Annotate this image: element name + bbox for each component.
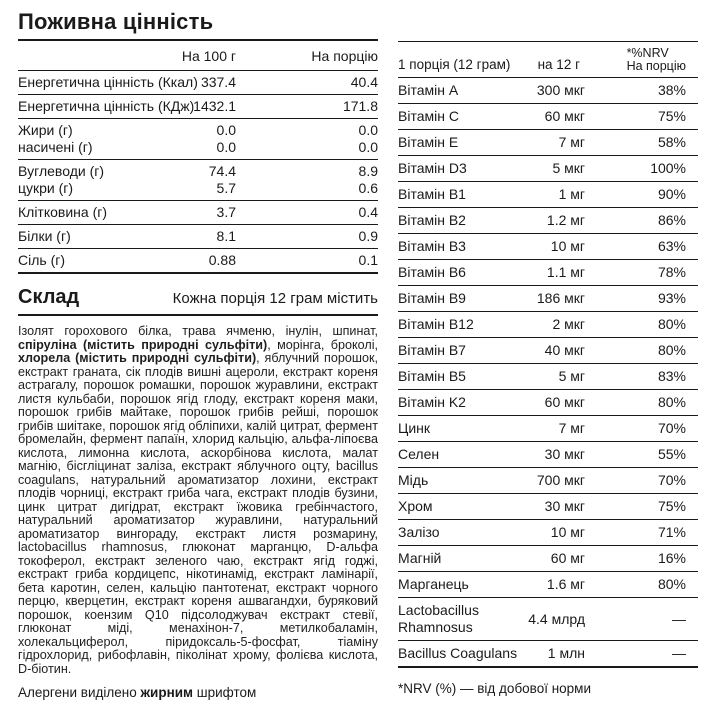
nutrient-nrv: 38% <box>657 82 686 98</box>
supplement-row <box>398 598 698 641</box>
row-label: Жири (г) <box>18 122 73 138</box>
value-per-portion: 8.9 <box>358 163 378 179</box>
value-per-portion: 0.0 <box>358 139 378 155</box>
supplement-row <box>398 156 698 182</box>
composition-header <box>18 286 378 316</box>
value-per-portion: 0.0 <box>358 122 378 138</box>
row-label: Вуглеводи (г) <box>18 163 105 179</box>
table-row-group <box>18 95 378 119</box>
nutrient-nrv: 90% <box>657 186 686 202</box>
supplement-row <box>398 468 698 494</box>
value-per-100g: 0.0 <box>216 139 236 155</box>
value-per-portion: 0.9 <box>358 228 378 244</box>
supplement-row <box>398 442 698 468</box>
table-row-group <box>18 225 378 249</box>
value-per-100g: 1432.1 <box>193 98 236 114</box>
nutrient-nrv: 93% <box>657 290 686 306</box>
table-row <box>18 74 378 91</box>
nutrition-table <box>18 41 378 274</box>
value-per-100g: 0.88 <box>208 252 236 268</box>
nutrient-nrv: 100% <box>650 160 686 176</box>
nutrient-amount: 30 мкг <box>544 498 585 514</box>
value-per-portion: 171.8 <box>342 98 378 114</box>
composition-subheading: Кожна порція 12 грам містить <box>172 290 378 307</box>
table-row-group <box>18 119 378 160</box>
nutrient-name: Вітамін C <box>398 108 459 124</box>
supplement-row <box>398 104 698 130</box>
nutrient-nrv: 63% <box>657 238 686 254</box>
row-label: насичені (г) <box>18 139 93 155</box>
nutrient-name: Марганець <box>398 576 469 592</box>
nutrient-amount: 5 мкг <box>552 160 585 176</box>
supplement-row <box>398 130 698 156</box>
supplement-row <box>398 260 698 286</box>
value-per-portion: 0.4 <box>358 204 378 220</box>
nutrient-name: Мідь <box>398 472 429 488</box>
nutrient-amount: 1 мг <box>558 186 585 202</box>
table-row-group <box>18 249 378 274</box>
nutrient-name: Вітамін B12 <box>398 316 474 332</box>
allergen-note <box>18 685 378 700</box>
row-label: Енергетична цінність (Ккал) <box>18 74 198 90</box>
table-row <box>18 163 378 180</box>
nutrient-amount: 1 млн <box>547 645 585 661</box>
allergen-ingredient: хлорела (містить природні сульфіти) <box>18 351 257 365</box>
table-row-group <box>18 160 378 201</box>
table-row <box>18 98 378 115</box>
nutrient-name: Вітамін B6 <box>398 264 466 280</box>
nutrient-nrv: 80% <box>657 316 686 332</box>
serving-header: 1 порція (12 грам) <box>398 57 511 72</box>
supplement-panel <box>398 41 698 696</box>
supplement-row <box>398 208 698 234</box>
amount-header: на 12 г <box>537 57 580 72</box>
nrv-header <box>627 47 686 73</box>
nutrient-name: Вітамін B3 <box>398 238 466 254</box>
nutrition-table-body <box>18 71 378 274</box>
row-label: Сіль (г) <box>18 252 66 268</box>
nutrient-amount: 10 мг <box>550 524 585 540</box>
value-per-100g: 0.0 <box>216 122 236 138</box>
allergen-note-prefix: Алергени виділено <box>18 685 141 700</box>
value-per-100g: 74.4 <box>208 163 236 179</box>
supplement-row <box>398 494 698 520</box>
nutrient-name: Вітамін E <box>398 134 459 150</box>
nutrient-amount: 60 мкг <box>544 394 585 410</box>
table-row <box>18 139 378 156</box>
supplement-row <box>398 234 698 260</box>
nutrient-name: Вітамін B2 <box>398 212 466 228</box>
nutrient-name: Вітамін B1 <box>398 186 466 202</box>
supplement-row <box>398 78 698 104</box>
row-label: Енергетична цінність (КДж) <box>18 98 195 114</box>
nutrient-amount: 7 мг <box>558 134 585 150</box>
nutrient-amount: 1.1 мг <box>546 264 585 280</box>
supplement-table-body <box>398 78 698 668</box>
nutrient-name: Хром <box>398 498 433 514</box>
nutrient-nrv: 75% <box>657 498 686 514</box>
supplement-row <box>398 546 698 572</box>
table-row <box>18 204 378 221</box>
value-per-100g: 8.1 <box>216 228 236 244</box>
nutrient-name: Bacillus Coagulans <box>398 645 518 661</box>
nutrient-name: Цинк <box>398 420 431 436</box>
nutrient-name: Селен <box>398 446 440 462</box>
table-row-group <box>18 71 378 95</box>
supplement-header-row <box>398 42 698 78</box>
nrv-header-line2: На порцію <box>626 59 686 73</box>
nutrient-amount: 30 мкг <box>544 446 585 462</box>
nutrient-amount: 1.6 мг <box>546 576 585 592</box>
row-label: Клітковина (г) <box>18 204 108 220</box>
nutrient-nrv: — <box>672 610 686 627</box>
page-title: Поживна цінність <box>18 9 214 34</box>
supplement-row <box>398 338 698 364</box>
supplement-row <box>398 641 698 668</box>
nutrient-nrv: — <box>672 645 686 661</box>
nutrient-name: Вітамін B5 <box>398 368 466 384</box>
row-label: Білки (г) <box>18 228 71 244</box>
value-per-portion: 0.6 <box>358 180 378 196</box>
nutrient-nrv: 58% <box>657 134 686 150</box>
supplement-row <box>398 572 698 598</box>
nutrient-amount: 2 мкг <box>552 316 585 332</box>
table-header-row <box>18 41 378 71</box>
supplement-row <box>398 390 698 416</box>
nutrient-amount: 40 мкг <box>544 342 585 358</box>
nutrient-amount: 186 мкг <box>536 290 585 306</box>
supplement-row <box>398 286 698 312</box>
nutrient-amount: 5 мг <box>558 368 585 384</box>
allergen-note-bold-word: жирним <box>140 685 194 700</box>
nutrient-nrv: 80% <box>657 576 686 592</box>
nutrient-amount: 7 мг <box>558 420 585 436</box>
nutrient-nrv: 70% <box>657 472 686 488</box>
value-per-100g: 3.7 <box>216 204 236 220</box>
value-per-100g: 5.7 <box>216 180 236 196</box>
allergen-ingredient: спіруліна (містить природні сульфіти) <box>18 337 268 352</box>
nutrient-amount: 1.2 мг <box>546 212 585 228</box>
nrv-header-line1: *%NRV <box>626 46 669 60</box>
nutrient-nrv: 75% <box>657 108 686 124</box>
nutrient-amount: 4.4 млрд <box>528 610 585 627</box>
column-header-per-100g: На 100 г <box>181 48 236 64</box>
supplement-row <box>398 364 698 390</box>
composition-heading: Склад <box>18 286 80 308</box>
nutrient-name: Вітамін D3 <box>398 160 467 176</box>
table-row-group <box>18 201 378 225</box>
nutrient-name: Залізо <box>398 524 440 540</box>
nutrient-nrv: 83% <box>657 368 686 384</box>
nutrition-panel <box>18 11 378 700</box>
supplement-row <box>398 416 698 442</box>
value-per-portion: 40.4 <box>350 74 378 90</box>
nutrient-name: Вітамін B9 <box>398 290 466 306</box>
nutrient-name: Вітамін K2 <box>398 394 466 410</box>
supplement-row <box>398 520 698 546</box>
ingredients-text <box>18 325 378 676</box>
ingredient-segment: , морінга, броколі, <box>267 337 378 352</box>
nutrient-name: Вітамін B7 <box>398 342 466 358</box>
nutrient-nrv: 80% <box>657 342 686 358</box>
allergen-note-suffix: шрифтом <box>193 685 257 700</box>
nutrient-nrv: 71% <box>657 524 686 540</box>
nutrient-amount: 10 мг <box>550 238 585 254</box>
nutrient-nrv: 80% <box>657 394 686 410</box>
supplement-row <box>398 182 698 208</box>
nutrient-amount: 60 мг <box>550 550 585 566</box>
nutrient-amount: 700 мкг <box>536 472 585 488</box>
value-per-100g: 337.4 <box>200 74 236 90</box>
nutrient-nrv: 16% <box>657 550 686 566</box>
nutrient-name: Lactobacillus Rhamnosus <box>398 602 479 635</box>
value-per-portion: 0.1 <box>358 252 378 268</box>
row-label: цукри (г) <box>18 180 74 196</box>
nutrient-nrv: 86% <box>657 212 686 228</box>
nrv-footnote: *NRV (%) — від добової норми <box>398 681 592 696</box>
ingredient-segment: , яблучний порошок, екстракт граната, сік плодів вишні ацероли, екстракт кореня астрагалу, порошок ромашки, порошок журавлини, екстракт листя кульбаби, порошок ягід глоду, екстракт кореня маки, порошок грибів майтаке, порошок грибів рейші, порошок грибів шиітаке, порошок ягід обліпихи, калій цитрат, фермент бромелайн, фермент папаїн, хлорид кальцію, альфа-ліпоєва кислота, лимонна кислота, аскорбінова кислота, малат магнію, бісгліцинат заліза, екстракт яблучного оцту, bacillus coagulans, натуральний ароматизатор лохини, екстракт плодів чорниці, екстракт гриба чага, екстракт плодів бузини, цинк цитрат дигідрат, екстракт їжовика гребінчастого, натуральний ароматизатор журавлини, натуральний ароматизатор вингораду, екстракт листя розмарину, lactobacillus rhamnosus, глюконат марганцю, D-альфа токоферол, екстракт зеленого чаю, екстракт ягід годжі, екстракт гриба кордицепс, нікотинамід, екстракт ламінарії, бета каротин, селен, кальцію пантотенат, екстракт чорного перцю, кверцетин, екстракт кореня ашвагандхи, буряковий порошок, коензим Q10 підсолоджувач екстракт стевії, глюконат міді, менахінон-7, метилкобаламін, холекальциферол, піридоксаль-5-фосфат, тіаміну гідрохлорид, рибофлавін, піколінат хрому, фолієва кислота, D-біотин. <box>18 351 378 676</box>
table-row <box>18 122 378 139</box>
nutrient-nrv: 78% <box>657 264 686 280</box>
table-row <box>18 180 378 197</box>
table-row <box>18 228 378 245</box>
nutrient-name: Магній <box>398 550 442 566</box>
table-row <box>18 252 378 269</box>
ingredient-segment: Ізолят горохового білка, трава ячменю, інулін, шпинат, <box>18 324 378 338</box>
column-header-per-portion: На порцію <box>311 48 378 64</box>
nutrient-nrv: 55% <box>657 446 686 462</box>
nutrient-nrv: 70% <box>657 420 686 436</box>
nutrient-name: Вітамін A <box>398 82 459 98</box>
supplement-row <box>398 312 698 338</box>
nutrient-amount: 300 мкг <box>536 82 585 98</box>
nutrient-amount: 60 мкг <box>544 108 585 124</box>
